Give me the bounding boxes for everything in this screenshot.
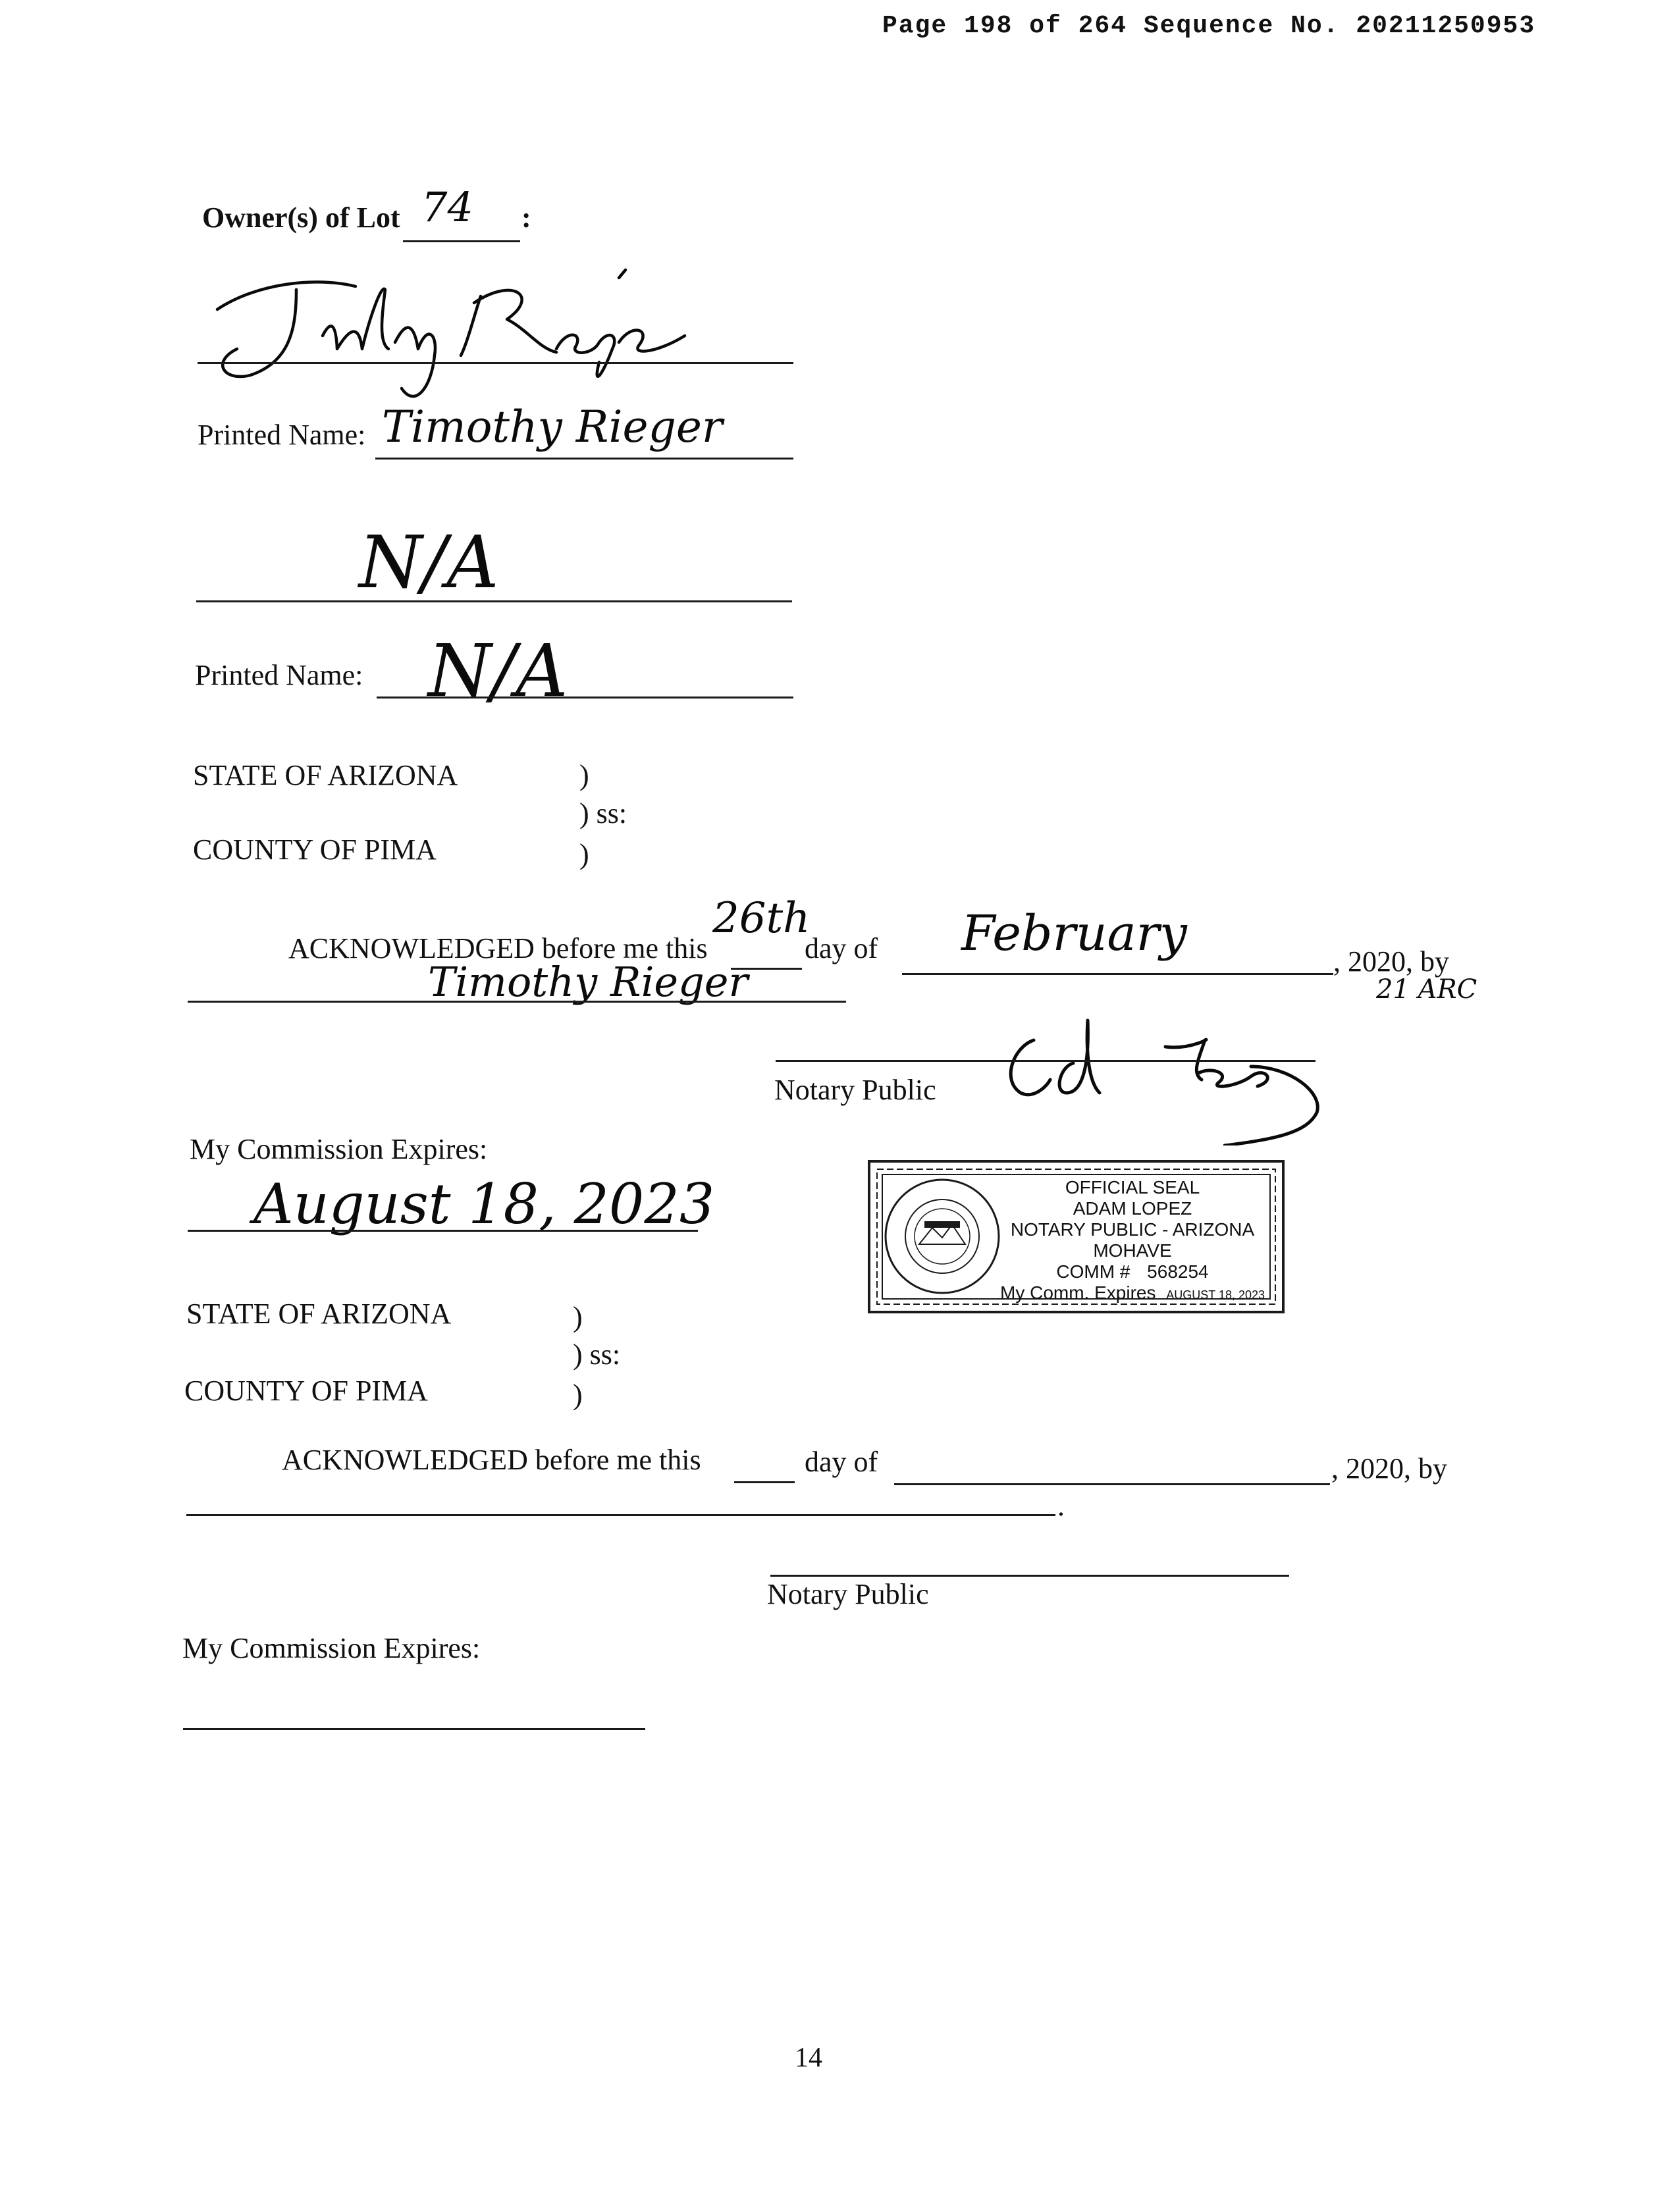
ack-1-name-line [188, 1001, 846, 1003]
second-signature-value: N/A [359, 520, 499, 604]
owner-lot-label: Owner(s) of Lot [202, 201, 400, 234]
seal-expires-label: My Comm. Expires [1000, 1282, 1156, 1303]
printed-name-line-1 [375, 458, 793, 460]
notary-public-label-1: Notary Public [774, 1074, 936, 1106]
ack-1-day-value: 26th [712, 894, 811, 943]
commission-expires-value-1: August 18, 2023 [253, 1172, 715, 1236]
lot-number-line [403, 240, 520, 242]
venue-1-ss: ) ss: [579, 797, 627, 830]
seal-commission-row [988, 1261, 1277, 1282]
seal-line-official: OFFICIAL SEAL [1065, 1177, 1200, 1198]
seal-line-county: MOHAVE [1093, 1240, 1172, 1261]
venue-1-state: STATE OF ARIZONA [193, 759, 458, 791]
notary-signature-line-2 [770, 1575, 1289, 1577]
venue-2-ss: ) ss: [573, 1338, 621, 1371]
venue-1-paren-top: ) [579, 759, 589, 791]
seal-expires-row [988, 1282, 1277, 1305]
lot-number-handwritten: 74 [421, 183, 473, 231]
page-sequence-header: Page 198 of 264 Sequence No. 20211250953 [882, 12, 1536, 40]
signature-line-2 [196, 600, 792, 602]
owner-signature-1 [198, 257, 711, 408]
ack-2-period: . [1057, 1490, 1065, 1522]
signature-line-1 [198, 362, 793, 364]
ack-2-day-label: day of [805, 1446, 878, 1478]
seal-line-title: NOTARY PUBLIC - ARIZONA [1010, 1219, 1255, 1240]
commission-expires-label-2: My Commission Expires: [182, 1632, 481, 1664]
ack-1-year-correction: 21 ARC [1376, 974, 1477, 1005]
page-number: 14 [795, 2043, 822, 2073]
ack-2-month-line [894, 1483, 1330, 1485]
ack-1-month-value: February [961, 905, 1187, 962]
ack-1-month-line [902, 973, 1333, 975]
owner-lot-colon: : [521, 201, 531, 234]
notary-signature-line-1 [776, 1060, 1316, 1062]
printed-name-label-2: Printed Name: [195, 659, 363, 691]
ack-2-day-line [734, 1481, 795, 1483]
venue-2-paren-bottom: ) [573, 1379, 583, 1411]
notary-signature-1 [974, 1001, 1343, 1146]
commission-expires-line-1 [188, 1230, 698, 1232]
printed-name-line-2 [377, 697, 793, 698]
notary-seal-text [988, 1177, 1277, 1305]
notary-public-label-2: Notary Public [767, 1578, 929, 1610]
ack-1-year-by: , 2020, by [1333, 945, 1449, 978]
ack-2-lead: ACKNOWLEDGED before me this [282, 1444, 701, 1476]
ack-1-lead: ACKNOWLEDGED before me this [288, 932, 708, 964]
printed-name-value-2: N/A [428, 629, 568, 713]
ack-2-name-line [186, 1514, 1055, 1516]
venue-1-paren-bottom: ) [579, 838, 589, 870]
venue-1-county: COUNTY OF PIMA [193, 833, 437, 866]
ack-2-year-by: , 2020, by [1331, 1452, 1447, 1485]
seal-expires-date: AUGUST 18, 2023 [1166, 1288, 1265, 1302]
printed-name-label-1: Printed Name: [198, 419, 366, 451]
venue-2-county: COUNTY OF PIMA [184, 1375, 428, 1407]
ack-1-name-value: Timothy Rieger [428, 958, 749, 1006]
venue-2-paren-top: ) [573, 1301, 583, 1333]
printed-name-value-1: Timothy Rieger [382, 402, 723, 452]
ack-1-day-label: day of [805, 932, 878, 964]
commission-expires-line-2 [183, 1728, 645, 1730]
seal-line-name: ADAM LOPEZ [1073, 1198, 1192, 1219]
seal-comm-number: 568254 [1147, 1261, 1209, 1282]
venue-2-state: STATE OF ARIZONA [186, 1298, 452, 1330]
seal-comm-label: COMM # [1056, 1261, 1130, 1282]
commission-expires-label-1: My Commission Expires: [190, 1133, 488, 1165]
